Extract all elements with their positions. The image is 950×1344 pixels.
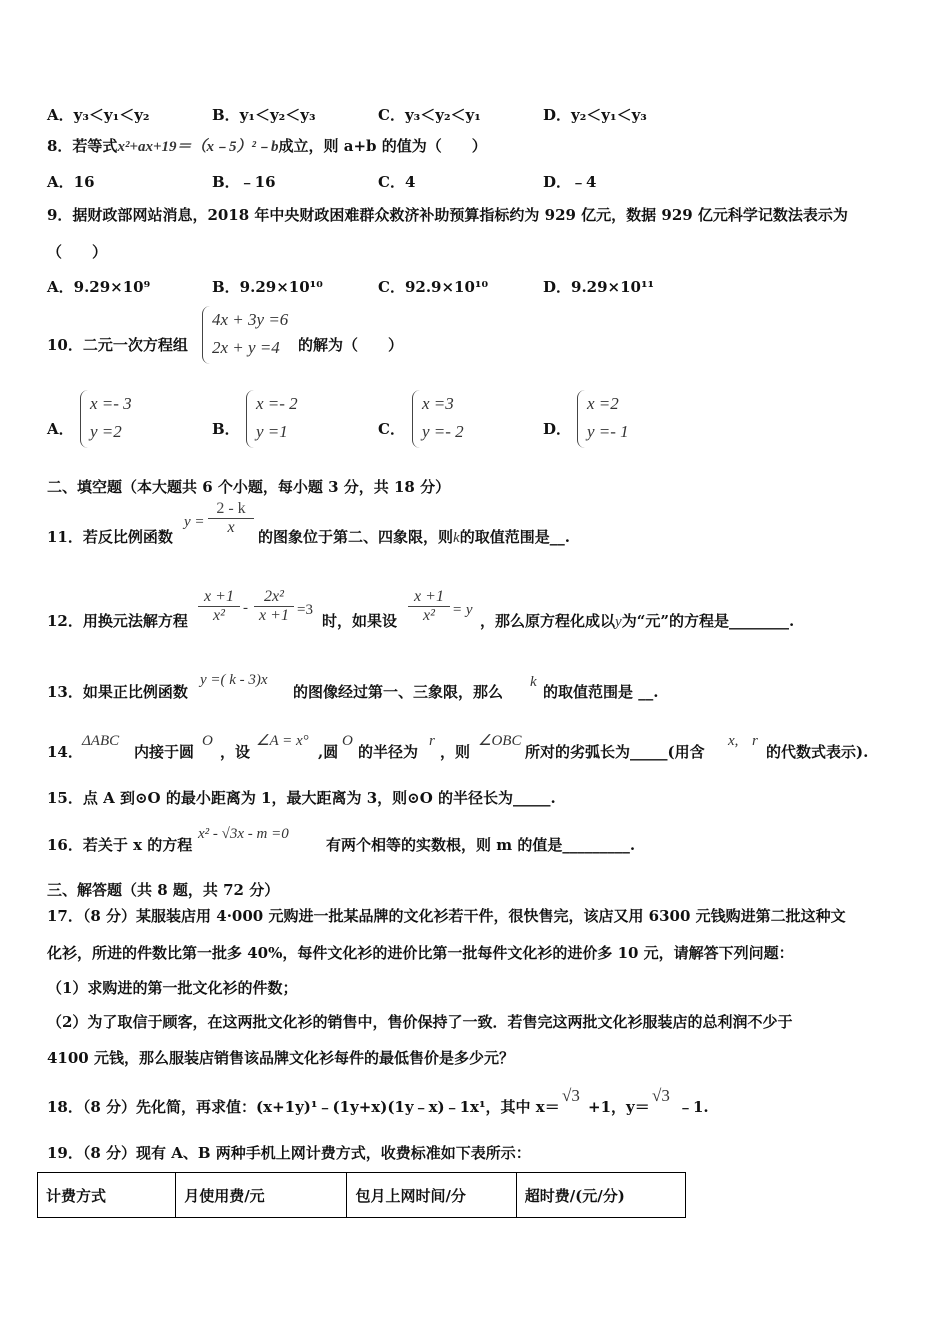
q14-angle-a: ∠A = x° [256,733,309,749]
q14-triangle: ΔABC [82,733,120,749]
section2-heading: 二、填空题（本大题共 6 个小题，每小题 3 分，共 18 分） [47,478,451,496]
q13-mid: 的图像经过第一、三象限，那么 [293,683,504,701]
table-header-cell: 月使用费/元 [176,1173,347,1218]
q9-option-b: B．9.29×10¹⁰ [212,278,323,296]
q8-option-d: D．﹣4 [543,173,597,191]
q10-system [202,306,294,364]
brace-icon [80,390,89,448]
q11-suffix: 的取值范围是__. [459,528,570,546]
q12-f3-denominator: x² [423,607,435,624]
q10-suffix: 的解为（ ） [298,336,404,354]
q15-text: 15．点 A 到⊙O 的最小距离为 1，最大距离为 3，则⊙O 的半径长为_____. [47,789,556,807]
q19-table [37,1172,686,1218]
q14-r: r [429,733,435,749]
q17-sub2: （2）为了取信于顾客，在这两批文化衫的销售中，售价保持了一致．若售完这两批文化衫服装店的总利润不少于 [47,1013,793,1031]
q10-option-b-eq2: y =1 [256,422,288,441]
q18-sqrt1: √3 [562,1086,580,1105]
q11-lhs-text: y = [184,514,205,530]
q9-stem: 9．据财政部网站消息，2018 年中央财政困难群众救济补助预算指标约为 929 亿元，数据 929 亿元科学记数法表示为 [47,206,848,224]
q9-paren: （ ） [47,243,108,261]
q18-mid: +1，y＝ [588,1098,650,1116]
q18-prefix: 18．（8 分）先化简，再求值：(x+1y)¹﹣(1y+x)(1y﹣x)﹣1x¹，其中 x＝ [47,1098,560,1116]
q9-option-a: A．9.29×10⁹ [47,278,151,296]
q10-option-a-eq1: x =- 3 [90,394,132,413]
q14-t3: ,圆 [318,743,339,761]
q17-line2: 化衫，所进的件数比第一批多 40%，每件文化衫的进价比第一批每件文化衫的进价多 10 元，请解答下列问题： [47,944,794,962]
table-header-cell: 包月上网时间/分 [347,1173,516,1218]
q16-prefix: 16．若关于 x 的方程 [47,836,193,854]
q13-suffix: 的取值范围是 __. [543,683,659,701]
q8-option-b: B．﹣16 [212,173,276,191]
q14-o2: O [342,733,353,749]
q10-eq1: 4x + 3y =6 [212,310,289,329]
q14-o1: O [202,733,213,749]
q7-option-a: A．y₃＜y₁＜y₂ [47,106,150,124]
q12-suffix: 为“元”的方程是________. [621,612,795,630]
q7-option-d: D．y₂＜y₁＜y₃ [543,106,647,124]
q12-f2-numerator: 2x² [264,588,284,605]
q14-t4: 的半径为 [358,743,419,761]
q12-eqy: = y [452,602,473,618]
q10-option-d-label: D． [543,420,572,438]
q8-prefix: 8．若等式 [47,137,118,155]
q11-fraction [208,500,254,537]
q14-t5: ，则 [440,743,471,761]
q10-option-c-system [412,390,492,448]
table-row [38,1173,686,1218]
q10-option-d-eq1: x =2 [587,394,619,413]
q18-sqrt2: √3 [652,1086,670,1105]
q17-sub2b: 4100 元钱，那么服装店销售该品牌文化衫每件的最低售价是多少元？ [47,1049,514,1067]
brace-icon [246,390,255,448]
q11-prefix: 11．若反比例函数 [47,528,173,546]
q19-stem: 19．（8 分）现有 A、B 两种手机上网计费方式，收费标准如下表所示： [47,1144,531,1162]
q14-t2: ，设 [220,743,251,761]
q14-t7: 的代数式表示). [766,743,869,761]
q12-f3-numerator: x +1 [414,588,444,605]
q10-option-d-eq2: y =- 1 [587,422,629,441]
q11-mid: 的图象位于第二、四象限，则 [258,528,454,546]
q12-prefix: 12．用换元法解方程 [47,612,188,630]
q10-option-a-system [80,390,160,448]
q13-prefix: 13．如果正比例函数 [47,683,188,701]
q10-option-a-label: A． [47,420,74,438]
q10-option-c-eq2: y =- 2 [422,422,464,441]
q9-option-c: C．92.9×10¹⁰ [378,278,489,296]
brace-icon [202,306,211,364]
brace-icon [412,390,421,448]
q13-var: k [530,674,537,690]
q10-option-c-eq1: x =3 [422,394,454,413]
q10-option-c-label: C． [378,420,405,438]
q10-option-a-eq2: y =2 [90,422,122,441]
q14-t1: 内接于圆 [134,743,195,761]
q10-eq2: 2x + y =4 [212,338,280,357]
q7-option-c: C．y₃＜y₂＜y₁ [378,106,481,124]
q8-option-c: C．4 [378,173,416,191]
q10-option-b-label: B． [212,420,240,438]
q8-suffix: 成立，则 a+b 的值为（ ） [278,137,487,155]
q10-option-b-eq1: x =- 2 [256,394,298,413]
q11-var: k [453,530,460,546]
q14-x: x, [728,733,739,749]
q12-mid: 时，如果设 [322,612,398,630]
q16-expr: x² - √3x - m =0 [198,826,289,842]
q13-expr: y =( k - 3)x [200,672,268,688]
q17-sub1: （1）求购进的第一批文化衫的件数； [47,979,298,997]
q12-fraction-1 [198,588,240,625]
q14-r2: r [752,733,758,749]
q16-suffix: 有两个相等的实数根，则 m 的值是_________. [326,836,636,854]
q10-prefix: 10．二元一次方程组 [47,336,188,354]
q12-f2-denominator: x +1 [259,607,289,624]
q8-option-a: A．16 [47,173,95,191]
brace-icon [577,390,586,448]
q12-f1-denominator: x² [213,607,225,624]
table-header-cell: 计费方式 [38,1173,176,1218]
q11-denominator: x [227,519,235,536]
q12-minus: - [243,600,248,616]
q11-lhs [184,512,205,532]
q12-fraction-2 [254,588,294,625]
q12-eq3: =3 [297,602,313,618]
q7-option-b: B．y₁＜y₂＜y₃ [212,106,316,124]
q10-option-b-system [246,390,326,448]
q11-numerator: 2 - k [216,500,246,517]
q9-option-d: D．9.29×10¹¹ [543,278,655,296]
q18-suffix: ﹣1. [678,1098,709,1116]
q11-rest [258,527,570,548]
q8-expr: x²+ax+19＝（x﹣5）²﹣b [117,139,279,155]
section3-heading: 三、解答题（共 8 题，共 72 分） [47,881,280,899]
q12-rest [480,611,794,632]
q14-t6: 所对的劣弧长为_____(用含 [525,743,705,761]
q12-f1-numerator: x +1 [204,588,234,605]
q12-fraction-3 [408,588,450,625]
q8-stem [47,136,487,157]
q12-var: y [615,614,622,630]
table-header-cell: 超时费/(元/分) [516,1173,685,1218]
q12-mid2: ，那么原方程化成以 [480,612,616,630]
q14-num: 14． [47,743,83,761]
q10-option-d-system [577,390,657,448]
q14-angle-obc: ∠OBC [478,733,522,749]
q17-line1: 17．（8 分）某服装店用 4·000 元购进一批某品牌的文化衫若干件，很快售完，该店又用 6300 元钱购进第二批这种文 [47,907,846,925]
